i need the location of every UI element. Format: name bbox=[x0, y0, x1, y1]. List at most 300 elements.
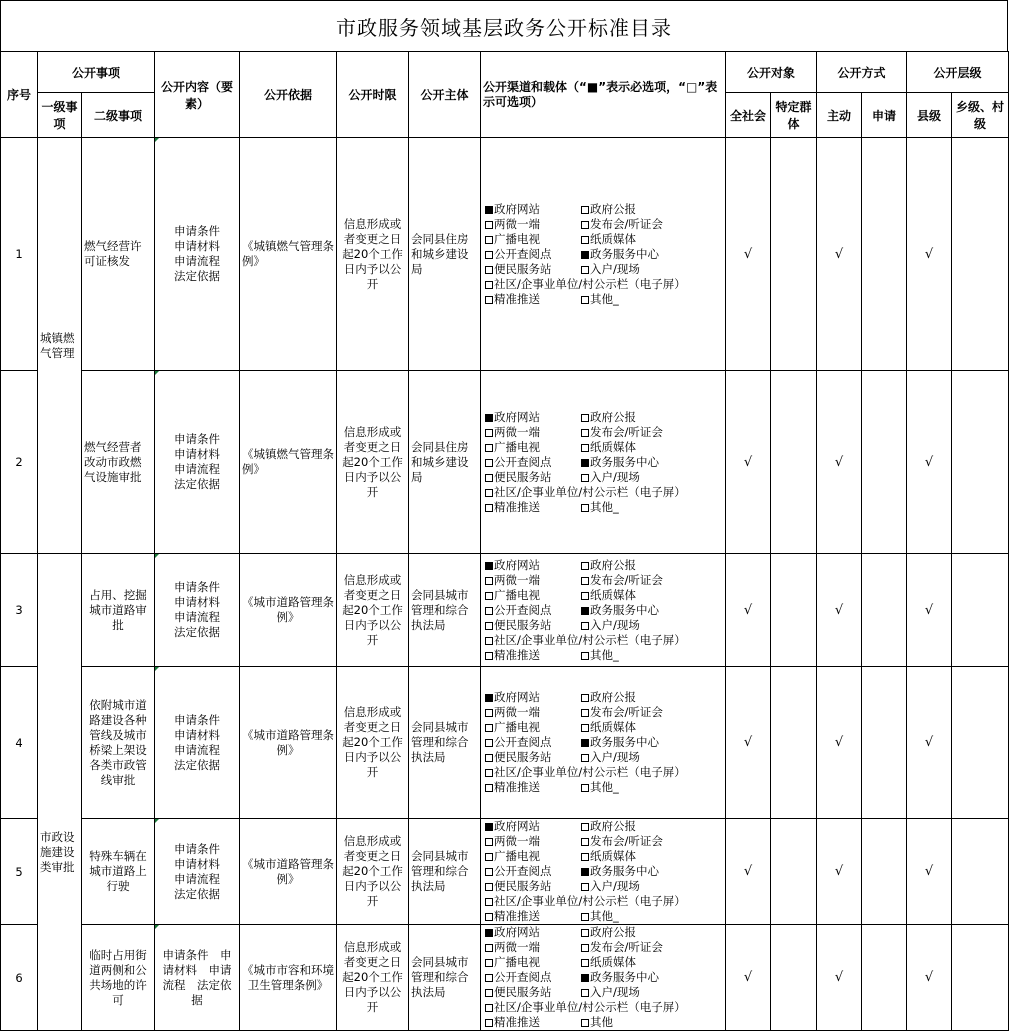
seq-cell: 6 bbox=[1, 925, 38, 1031]
target-all-cell: √ bbox=[726, 925, 771, 1031]
method-active-cell: √ bbox=[817, 667, 862, 819]
target-all-cell: √ bbox=[726, 554, 771, 667]
channel-option bbox=[485, 558, 581, 573]
channel-option bbox=[581, 455, 723, 470]
unchecked-box-icon bbox=[485, 622, 493, 630]
channel-option-label: 公开查阅点 bbox=[494, 735, 552, 749]
unchecked-box-icon bbox=[485, 838, 493, 846]
checked-box-icon bbox=[485, 694, 493, 702]
basis-cell: 《城市道路管理条例》 bbox=[240, 554, 337, 667]
header-level: 公开层级 bbox=[907, 52, 1009, 93]
content-cell: 申请条件 申请材料 申请流程 法定依据 bbox=[155, 371, 240, 554]
group-cell: 城镇燃气管理 bbox=[38, 138, 82, 554]
target-all-cell: √ bbox=[726, 819, 771, 925]
seq-cell: 5 bbox=[1, 819, 38, 925]
unchecked-box-icon bbox=[485, 637, 493, 645]
method-apply-cell bbox=[862, 371, 907, 554]
channel-option bbox=[485, 262, 581, 277]
unchecked-box-icon bbox=[581, 577, 589, 585]
channel-option-label: 便民服务站 bbox=[494, 750, 552, 764]
unchecked-box-icon bbox=[581, 944, 589, 952]
method-apply-cell bbox=[862, 819, 907, 925]
channel-option bbox=[485, 470, 581, 485]
target-all-cell: √ bbox=[726, 138, 771, 371]
channel-option bbox=[485, 909, 581, 924]
channel-option bbox=[485, 780, 581, 795]
unchecked-box-icon bbox=[485, 577, 493, 585]
content-cell: 申请条件 申请材料 申请流程 法定依据 bbox=[155, 667, 240, 819]
channel-option bbox=[485, 1015, 581, 1030]
channel-option bbox=[581, 202, 723, 217]
target-all-cell: √ bbox=[726, 667, 771, 819]
channel-option bbox=[581, 500, 723, 515]
channel-option-label: 政务服务中心 bbox=[590, 735, 660, 749]
unchecked-box-icon bbox=[581, 989, 589, 997]
channel-option bbox=[485, 720, 581, 735]
unchecked-box-icon bbox=[485, 444, 493, 452]
checked-box-icon bbox=[581, 251, 589, 259]
channel-option-label: 纸质媒体 bbox=[590, 849, 637, 863]
unchecked-box-icon bbox=[581, 206, 589, 214]
unchecked-box-icon bbox=[581, 474, 589, 482]
unchecked-box-icon bbox=[485, 459, 493, 467]
unchecked-box-icon bbox=[485, 429, 493, 437]
channel-option bbox=[485, 955, 581, 970]
unchecked-box-icon bbox=[581, 414, 589, 422]
channel-option-label: 发布会/听证会 bbox=[590, 705, 663, 719]
channel-option-label: 入户/现场 bbox=[590, 879, 640, 893]
table-body bbox=[1, 138, 1009, 1031]
header-channel: 公开渠道和载体（“■”表示必选项，“□”表示可选项） bbox=[481, 52, 726, 138]
channel-option-label: 精准推送 bbox=[494, 647, 541, 662]
level-county-cell: √ bbox=[907, 819, 952, 925]
channel-option bbox=[581, 247, 723, 262]
channel-option-label: 纸质媒体 bbox=[590, 587, 637, 602]
seq-cell: 3 bbox=[1, 554, 38, 667]
channel-option-label: 政府公报 bbox=[590, 819, 637, 833]
checked-box-icon bbox=[485, 929, 493, 937]
catalog-table bbox=[0, 51, 1009, 1031]
channel-option-label: 政务服务中心 bbox=[590, 246, 660, 261]
unchecked-box-icon bbox=[581, 709, 589, 717]
page-title: 市政服务领域基层政务公开标准目录 bbox=[0, 0, 1008, 52]
subject-cell: 会同县住房和城乡建设局 bbox=[409, 371, 481, 554]
channel-option bbox=[485, 1000, 723, 1015]
channel-option-label: 政务服务中心 bbox=[590, 864, 660, 878]
unchecked-box-icon bbox=[581, 823, 589, 831]
channel-option bbox=[485, 440, 581, 455]
unchecked-box-icon bbox=[485, 989, 493, 997]
header-matter: 公开事项 bbox=[38, 52, 155, 93]
level-town-cell bbox=[952, 554, 1009, 667]
channel-option-label: 便民服务站 bbox=[494, 469, 552, 484]
time-cell: 信息形成或者变更之日起20个工作日内予以公开 bbox=[337, 554, 409, 667]
unchecked-box-icon bbox=[485, 739, 493, 747]
item-cell: 临时占用街道两侧和公共场地的许可 bbox=[82, 925, 155, 1031]
channel-option bbox=[581, 925, 723, 940]
level-county-cell: √ bbox=[907, 925, 952, 1031]
time-cell: 信息形成或者变更之日起20个工作日内予以公开 bbox=[337, 925, 409, 1031]
channel-option bbox=[581, 864, 723, 879]
table-row bbox=[1, 925, 1009, 1031]
channel-option-label: 便民服务站 bbox=[494, 261, 552, 276]
target-special-cell bbox=[771, 925, 817, 1031]
channel-option bbox=[581, 750, 723, 765]
unchecked-box-icon bbox=[485, 784, 493, 792]
channel-option-label: 政府公报 bbox=[590, 690, 637, 704]
channel-option-label: 政府网站 bbox=[494, 819, 541, 833]
header-target-all: 全社会 bbox=[726, 93, 771, 138]
level-county-cell: √ bbox=[907, 667, 952, 819]
channel-option bbox=[581, 648, 723, 663]
unchecked-box-icon bbox=[485, 754, 493, 762]
channel-option bbox=[581, 940, 723, 955]
seq-cell: 2 bbox=[1, 371, 38, 554]
group-cell: 市政设施建设类审批 bbox=[38, 554, 82, 1031]
channel-option-label: 广播电视 bbox=[494, 955, 541, 969]
unchecked-box-icon bbox=[581, 853, 589, 861]
channel-option-label: 政府网站 bbox=[494, 925, 541, 939]
channel-option-label: 纸质媒体 bbox=[590, 720, 637, 734]
channel-option-label: 其他_ bbox=[590, 647, 619, 662]
seq-cell: 4 bbox=[1, 667, 38, 819]
method-apply-cell bbox=[862, 667, 907, 819]
unchecked-box-icon bbox=[485, 489, 493, 497]
checked-box-icon bbox=[485, 206, 493, 214]
channel-option-label: 入户/现场 bbox=[590, 985, 640, 999]
method-apply-cell bbox=[862, 138, 907, 371]
header-level-town: 乡级、村级 bbox=[952, 93, 1009, 138]
channel-option-label: 其他_ bbox=[590, 291, 619, 306]
channel-option bbox=[581, 603, 723, 618]
channel-option bbox=[485, 864, 581, 879]
channel-option bbox=[581, 879, 723, 894]
channel-option bbox=[581, 217, 723, 232]
channel-option-label: 两微一端 bbox=[494, 424, 541, 439]
channel-option-label: 政府公报 bbox=[590, 409, 637, 424]
header-level-county: 县级 bbox=[907, 93, 952, 138]
table-row bbox=[1, 371, 1009, 554]
channel-option bbox=[485, 500, 581, 515]
channel-option-label: 纸质媒体 bbox=[590, 439, 637, 454]
channel-option-label: 发布会/听证会 bbox=[590, 572, 663, 587]
unchecked-box-icon bbox=[581, 929, 589, 937]
channel-option bbox=[581, 558, 723, 573]
channel-cell bbox=[481, 819, 726, 925]
channel-option-label: 其他_ bbox=[590, 499, 619, 514]
header-target: 公开对象 bbox=[726, 52, 817, 93]
header-target-special: 特定群体 bbox=[771, 93, 817, 138]
channel-option bbox=[581, 410, 723, 425]
unchecked-box-icon bbox=[581, 429, 589, 437]
channel-option-label: 社区/企事业单位/村公示栏（电子屏） bbox=[494, 632, 686, 647]
method-active-cell: √ bbox=[817, 925, 862, 1031]
target-all-cell: √ bbox=[726, 371, 771, 554]
channel-option-label: 社区/企事业单位/村公示栏（电子屏） bbox=[494, 484, 686, 499]
checked-box-icon bbox=[581, 739, 589, 747]
channel-option bbox=[485, 834, 581, 849]
unchecked-box-icon bbox=[581, 622, 589, 630]
channel-option-label: 社区/企事业单位/村公示栏（电子屏） bbox=[494, 1000, 686, 1014]
channel-options bbox=[485, 410, 723, 515]
channel-option-label: 发布会/听证会 bbox=[590, 834, 663, 848]
channel-option bbox=[485, 425, 581, 440]
header-method: 公开方式 bbox=[817, 52, 907, 93]
basis-cell: 《城市道路管理条例》 bbox=[240, 819, 337, 925]
channel-options bbox=[485, 819, 723, 924]
unchecked-box-icon bbox=[581, 504, 589, 512]
channel-option-label: 发布会/听证会 bbox=[590, 940, 663, 954]
level-county-cell: √ bbox=[907, 554, 952, 667]
channel-option-label: 公开查阅点 bbox=[494, 454, 552, 469]
unchecked-box-icon bbox=[581, 959, 589, 967]
basis-cell: 《城镇燃气管理条例》 bbox=[240, 371, 337, 554]
unchecked-box-icon bbox=[485, 944, 493, 952]
item-cell: 特殊车辆在城市道路上行驶 bbox=[82, 819, 155, 925]
unchecked-box-icon bbox=[485, 959, 493, 967]
channel-option-label: 发布会/听证会 bbox=[590, 424, 663, 439]
channel-option-label: 公开查阅点 bbox=[494, 970, 552, 984]
channel-option-label: 入户/现场 bbox=[590, 261, 640, 276]
table-row bbox=[1, 667, 1009, 819]
channel-option bbox=[581, 909, 723, 924]
method-active-cell: √ bbox=[817, 554, 862, 667]
table-row bbox=[1, 819, 1009, 925]
channel-option bbox=[581, 690, 723, 705]
channel-cell bbox=[481, 925, 726, 1031]
unchecked-box-icon bbox=[485, 883, 493, 891]
channel-option-label: 其他 bbox=[590, 1015, 614, 1029]
channel-option bbox=[485, 849, 581, 864]
channel-option bbox=[485, 633, 723, 648]
basis-cell: 《城市道路管理条例》 bbox=[240, 667, 337, 819]
unchecked-box-icon bbox=[581, 1019, 589, 1027]
header-subject: 公开主体 bbox=[409, 52, 481, 138]
channel-option-label: 公开查阅点 bbox=[494, 246, 552, 261]
method-active-cell: √ bbox=[817, 819, 862, 925]
header-level1: 一级事项 bbox=[38, 93, 82, 138]
channel-option bbox=[485, 485, 723, 500]
channel-option-label: 公开查阅点 bbox=[494, 602, 552, 617]
channel-option bbox=[581, 232, 723, 247]
header-method-apply: 申请 bbox=[862, 93, 907, 138]
channel-option-label: 广播电视 bbox=[494, 439, 541, 454]
unchecked-box-icon bbox=[485, 592, 493, 600]
channel-option bbox=[485, 410, 581, 425]
channel-option bbox=[485, 940, 581, 955]
method-apply-cell bbox=[862, 925, 907, 1031]
channel-option bbox=[581, 780, 723, 795]
unchecked-box-icon bbox=[581, 236, 589, 244]
subject-cell: 会同县城市管理和综合执法局 bbox=[409, 554, 481, 667]
channel-option bbox=[581, 705, 723, 720]
channel-option-label: 政府网站 bbox=[494, 690, 541, 704]
channel-option-label: 便民服务站 bbox=[494, 879, 552, 893]
channel-option-label: 入户/现场 bbox=[590, 469, 640, 484]
channel-option bbox=[581, 470, 723, 485]
level-town-cell bbox=[952, 371, 1009, 554]
level-town-cell bbox=[952, 667, 1009, 819]
time-cell: 信息形成或者变更之日起20个工作日内予以公开 bbox=[337, 819, 409, 925]
channel-option bbox=[581, 588, 723, 603]
channel-option-label: 政府公报 bbox=[590, 557, 637, 572]
target-special-cell bbox=[771, 554, 817, 667]
channel-option-label: 精准推送 bbox=[494, 1015, 541, 1029]
channel-option-label: 两微一端 bbox=[494, 834, 541, 848]
channel-option-label: 精准推送 bbox=[494, 909, 541, 923]
channel-option bbox=[581, 1015, 723, 1030]
header-seq: 序号 bbox=[1, 52, 38, 138]
unchecked-box-icon bbox=[485, 474, 493, 482]
channel-option-label: 广播电视 bbox=[494, 587, 541, 602]
unchecked-box-icon bbox=[485, 607, 493, 615]
unchecked-box-icon bbox=[581, 221, 589, 229]
unchecked-box-icon bbox=[581, 913, 589, 921]
unchecked-box-icon bbox=[581, 838, 589, 846]
unchecked-box-icon bbox=[485, 652, 493, 660]
channel-option-label: 两微一端 bbox=[494, 572, 541, 587]
target-special-cell bbox=[771, 371, 817, 554]
subject-cell: 会同县住房和城乡建设局 bbox=[409, 138, 481, 371]
channel-option-label: 广播电视 bbox=[494, 849, 541, 863]
unchecked-box-icon bbox=[485, 709, 493, 717]
channel-option bbox=[485, 277, 723, 292]
time-cell: 信息形成或者变更之日起20个工作日内予以公开 bbox=[337, 138, 409, 371]
unchecked-box-icon bbox=[485, 251, 493, 259]
channel-option bbox=[485, 925, 581, 940]
channel-option bbox=[485, 232, 581, 247]
channel-option-label: 其他_ bbox=[590, 780, 619, 794]
channel-cell bbox=[481, 138, 726, 371]
item-cell: 燃气经营者改动市政燃气设施审批 bbox=[82, 371, 155, 554]
channel-options bbox=[485, 925, 723, 1030]
unchecked-box-icon bbox=[581, 444, 589, 452]
target-special-cell bbox=[771, 819, 817, 925]
unchecked-box-icon bbox=[485, 898, 493, 906]
channel-option-label: 入户/现场 bbox=[590, 617, 640, 632]
channel-option bbox=[485, 819, 581, 834]
item-cell: 占用、挖掘城市道路审批 bbox=[82, 554, 155, 667]
unchecked-box-icon bbox=[581, 784, 589, 792]
channel-option bbox=[581, 970, 723, 985]
seq-cell: 1 bbox=[1, 138, 38, 371]
checked-box-icon bbox=[485, 414, 493, 422]
method-active-cell: √ bbox=[817, 371, 862, 554]
table-row bbox=[1, 138, 1009, 371]
channel-option-label: 政府公报 bbox=[590, 925, 637, 939]
channel-options bbox=[485, 202, 723, 307]
unchecked-box-icon bbox=[581, 266, 589, 274]
channel-option-label: 精准推送 bbox=[494, 780, 541, 794]
channel-option-label: 公开查阅点 bbox=[494, 864, 552, 878]
channel-option bbox=[485, 690, 581, 705]
table-row bbox=[1, 554, 1009, 667]
channel-option-label: 其他_ bbox=[590, 909, 619, 923]
channel-option-label: 政府网站 bbox=[494, 557, 541, 572]
level-town-cell bbox=[952, 819, 1009, 925]
channel-option bbox=[485, 618, 581, 633]
unchecked-box-icon bbox=[581, 562, 589, 570]
channel-option bbox=[485, 970, 581, 985]
time-cell: 信息形成或者变更之日起20个工作日内予以公开 bbox=[337, 371, 409, 554]
channel-option-label: 发布会/听证会 bbox=[590, 216, 663, 231]
checked-box-icon bbox=[581, 868, 589, 876]
channel-option bbox=[581, 849, 723, 864]
content-cell: 申请条件 申请材料 申请流程 法定依据 bbox=[155, 138, 240, 371]
unchecked-box-icon bbox=[485, 724, 493, 732]
channel-option-label: 纸质媒体 bbox=[590, 955, 637, 969]
unchecked-box-icon bbox=[581, 296, 589, 304]
channel-option-label: 政务服务中心 bbox=[590, 970, 660, 984]
channel-option-label: 政府网站 bbox=[494, 201, 541, 216]
channel-option bbox=[485, 765, 723, 780]
channel-option-label: 政府网站 bbox=[494, 409, 541, 424]
channel-option bbox=[581, 735, 723, 750]
unchecked-box-icon bbox=[581, 652, 589, 660]
channel-option-label: 纸质媒体 bbox=[590, 231, 637, 246]
unchecked-box-icon bbox=[485, 266, 493, 274]
unchecked-box-icon bbox=[485, 221, 493, 229]
channel-option bbox=[485, 247, 581, 262]
header-content: 公开内容（要素） bbox=[155, 52, 240, 138]
checked-box-icon bbox=[581, 974, 589, 982]
unchecked-box-icon bbox=[485, 236, 493, 244]
channel-option bbox=[581, 819, 723, 834]
content-cell: 申请条件 申请材料 申请流程 法定依据 bbox=[155, 554, 240, 667]
channel-option-label: 广播电视 bbox=[494, 231, 541, 246]
channel-option bbox=[485, 455, 581, 470]
unchecked-box-icon bbox=[485, 281, 493, 289]
subject-cell: 会同县城市管理和综合执法局 bbox=[409, 667, 481, 819]
target-special-cell bbox=[771, 138, 817, 371]
channel-option bbox=[485, 879, 581, 894]
channel-option bbox=[485, 292, 581, 307]
channel-option bbox=[581, 618, 723, 633]
channel-option bbox=[581, 720, 723, 735]
item-cell: 依附城市道路建设各种管线及城市桥梁上架设各类市政管线审批 bbox=[82, 667, 155, 819]
checked-box-icon bbox=[485, 823, 493, 831]
channel-option bbox=[485, 588, 581, 603]
header-method-active: 主动 bbox=[817, 93, 862, 138]
unchecked-box-icon bbox=[581, 724, 589, 732]
unchecked-box-icon bbox=[485, 504, 493, 512]
channel-option-label: 两微一端 bbox=[494, 216, 541, 231]
checked-box-icon bbox=[485, 562, 493, 570]
level-town-cell bbox=[952, 138, 1009, 371]
target-special-cell bbox=[771, 667, 817, 819]
header-basis: 公开依据 bbox=[240, 52, 337, 138]
channel-option-label: 政务服务中心 bbox=[590, 454, 660, 469]
level-county-cell: √ bbox=[907, 138, 952, 371]
subject-cell: 会同县城市管理和综合执法局 bbox=[409, 819, 481, 925]
level-county-cell: √ bbox=[907, 371, 952, 554]
checked-box-icon bbox=[581, 459, 589, 467]
unchecked-box-icon bbox=[581, 592, 589, 600]
channel-option bbox=[485, 603, 581, 618]
subject-cell: 会同县城市管理和综合执法局 bbox=[409, 925, 481, 1031]
channel-option bbox=[581, 985, 723, 1000]
unchecked-box-icon bbox=[485, 974, 493, 982]
header-level2: 二级事项 bbox=[82, 93, 155, 138]
channel-option-label: 社区/企事业单位/村公示栏（电子屏） bbox=[494, 765, 686, 779]
channel-option-label: 政务服务中心 bbox=[590, 602, 660, 617]
channel-option bbox=[485, 894, 723, 909]
channel-option bbox=[485, 573, 581, 588]
channel-option bbox=[485, 648, 581, 663]
unchecked-box-icon bbox=[485, 853, 493, 861]
item-cell: 燃气经营许可证核发 bbox=[82, 138, 155, 371]
channel-option bbox=[485, 735, 581, 750]
